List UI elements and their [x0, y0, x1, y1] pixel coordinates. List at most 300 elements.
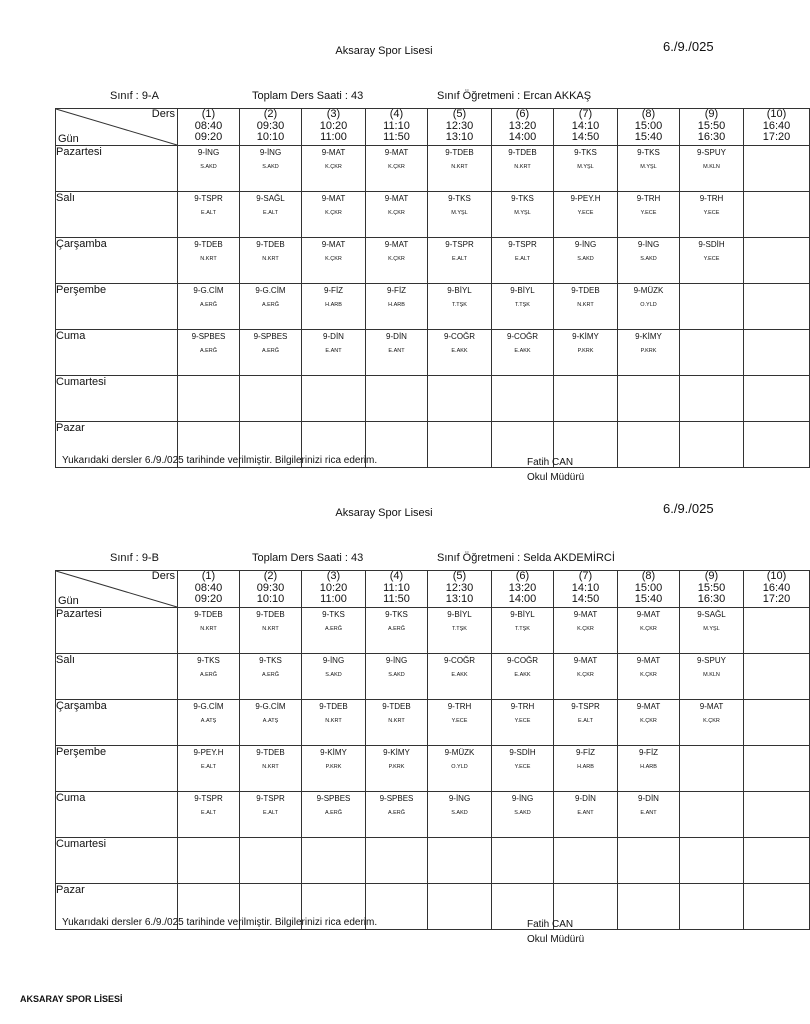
empty-cell	[744, 284, 810, 330]
lesson-teacher: H.ARB	[640, 764, 657, 770]
period-header: (9) 15:50 16:30	[680, 109, 744, 146]
timetable	[55, 108, 810, 468]
lesson-subject: 9-MAT	[636, 610, 661, 619]
lesson-cell	[178, 700, 240, 746]
lesson-subject: 9-TSPR	[445, 240, 474, 249]
lesson-subject: 9-PEY.H	[570, 194, 601, 203]
lesson-teacher: K.ÇKR	[640, 626, 657, 632]
lesson-subject: 9-KİMY	[383, 748, 410, 757]
empty-cell	[428, 422, 492, 468]
lesson-teacher: N.KRT	[200, 256, 217, 262]
lesson-teacher: H.ARB	[388, 302, 405, 308]
day-row	[56, 146, 810, 192]
lesson-subject: 9-MAT	[699, 702, 724, 711]
lesson-subject: 9-KİMY	[320, 748, 347, 757]
lesson-subject: 9-MAT	[321, 240, 346, 249]
lesson-cell	[428, 192, 492, 238]
lesson-teacher: M.KLN	[703, 164, 720, 170]
lesson-cell	[554, 654, 618, 700]
lesson-teacher: P.KRK	[577, 348, 594, 354]
empty-cell	[744, 238, 810, 284]
empty-cell	[618, 422, 680, 468]
total-hours: Toplam Ders Saati : 43	[252, 90, 364, 102]
lesson-teacher: E.ALT	[578, 718, 593, 724]
period-header: (1) 08:40 09:20	[178, 109, 240, 146]
period-header: (3) 10:20 11:00	[302, 571, 366, 608]
lesson-subject: 9-COĞR	[506, 656, 539, 665]
lesson-cell	[240, 192, 302, 238]
lesson-teacher: A.ERĞ	[199, 348, 218, 354]
lesson-teacher: A.ERĞ	[324, 810, 343, 816]
empty-cell	[492, 376, 554, 422]
lesson-teacher: E.ALT	[263, 210, 278, 216]
day-label: Pazartesi	[56, 608, 178, 654]
lesson-cell	[618, 284, 680, 330]
empty-cell	[428, 884, 492, 930]
day-label: Cumartesi	[56, 376, 178, 422]
lesson-teacher: E.AKK	[514, 348, 531, 354]
empty-cell	[366, 376, 428, 422]
lesson-subject: 9-FİZ	[575, 748, 596, 757]
empty-cell	[428, 376, 492, 422]
period-header: (4) 11:10 11:50	[366, 109, 428, 146]
lesson-subject: 9-SDİH	[698, 240, 725, 249]
lesson-teacher: K.ÇKR	[388, 256, 405, 262]
lesson-cell	[302, 146, 366, 192]
class-info: Sınıf : 9-B	[110, 552, 159, 564]
lesson-subject: 9-G.CİM	[193, 702, 224, 711]
lesson-cell	[428, 608, 492, 654]
lesson-cell	[302, 746, 366, 792]
lesson-subject: 9-MAT	[321, 194, 346, 203]
lesson-teacher: S.AKD	[577, 256, 594, 262]
empty-cell	[680, 376, 744, 422]
header-row	[56, 109, 810, 146]
lesson-subject: 9-BİYL	[510, 286, 535, 295]
lesson-teacher: M.YŞL	[640, 164, 657, 170]
lesson-teacher: N.KRT	[514, 164, 531, 170]
lesson-cell	[618, 654, 680, 700]
empty-cell	[618, 376, 680, 422]
lesson-cell	[302, 238, 366, 284]
lesson-cell	[240, 330, 302, 376]
lesson-subject: 9-DİN	[323, 332, 344, 341]
lesson-teacher: K.ÇKR	[577, 672, 594, 678]
empty-cell	[492, 838, 554, 884]
signature-block	[527, 917, 584, 947]
lesson-cell	[428, 654, 492, 700]
lesson-teacher: N.KRT	[388, 718, 405, 724]
period-header: (5) 12:30 13:10	[428, 109, 492, 146]
lesson-teacher: A.ATŞ	[262, 718, 279, 724]
lesson-subject: 9-BİYL	[447, 610, 472, 619]
lesson-teacher: E.ALT	[263, 810, 278, 816]
day-label: Çarşamba	[56, 238, 178, 284]
lesson-teacher: M.YŞL	[514, 210, 531, 216]
school-title: Aksaray Spor Lisesi	[335, 45, 433, 57]
lesson-subject: 9-TDEB	[445, 148, 474, 157]
lesson-subject: 9-TKS	[574, 148, 597, 157]
day-row	[56, 192, 810, 238]
lesson-cell	[428, 146, 492, 192]
lesson-cell	[178, 238, 240, 284]
lesson-cell	[240, 746, 302, 792]
lesson-subject: 9-FİZ	[323, 286, 344, 295]
lesson-subject: 9-MAT	[573, 610, 598, 619]
lesson-subject: 9-İNG	[322, 656, 345, 665]
lesson-cell	[554, 330, 618, 376]
lesson-teacher: K.ÇKR	[325, 210, 342, 216]
lesson-cell	[366, 146, 428, 192]
lesson-subject: 9-SPBES	[253, 332, 288, 341]
class-info: Sınıf : 9-A	[110, 90, 159, 102]
period-header: (8) 15:00 15:40	[618, 571, 680, 608]
bottom-school-label: AKSARAY SPOR LİSESİ	[20, 994, 123, 1004]
class-teacher: Sınıf Öğretmeni : Selda AKDEMİRCİ	[437, 552, 615, 564]
lesson-subject: 9-İNG	[448, 794, 471, 803]
lesson-teacher: Y.ECE	[577, 210, 594, 216]
lesson-subject: 9-İNG	[511, 794, 534, 803]
lesson-teacher: K.ÇKR	[640, 718, 657, 724]
empty-cell	[744, 792, 810, 838]
empty-cell	[554, 376, 618, 422]
lesson-teacher: Y.ECE	[451, 718, 468, 724]
period-header: (4) 11:10 11:50	[366, 571, 428, 608]
lesson-subject: 9-TDEB	[571, 286, 600, 295]
period-header: (8) 15:00 15:40	[618, 109, 680, 146]
empty-cell	[680, 838, 744, 884]
lesson-subject: 9-TKS	[385, 610, 408, 619]
day-label: Pazartesi	[56, 146, 178, 192]
period-header: (9) 15:50 16:30	[680, 571, 744, 608]
lesson-subject: 9-DİN	[386, 332, 407, 341]
lesson-subject: 9-FİZ	[386, 286, 407, 295]
lesson-subject: 9-TDEB	[508, 148, 537, 157]
principal-title: Okul Müdürü	[527, 934, 585, 945]
lesson-cell	[492, 746, 554, 792]
lesson-cell	[302, 654, 366, 700]
lesson-subject: 9-BİYL	[447, 286, 472, 295]
lesson-cell	[554, 192, 618, 238]
empty-cell	[680, 284, 744, 330]
lesson-cell	[492, 700, 554, 746]
lesson-cell	[178, 608, 240, 654]
corner-cell: Ders Gün	[56, 109, 178, 146]
lesson-teacher: S.AKD	[640, 256, 657, 262]
lesson-cell	[428, 238, 492, 284]
day-label: Salı	[56, 192, 178, 238]
lesson-subject: 9-DİN	[638, 794, 659, 803]
lesson-cell	[618, 192, 680, 238]
lesson-subject: 9-TKS	[511, 194, 534, 203]
empty-cell	[680, 792, 744, 838]
empty-cell	[744, 746, 810, 792]
day-row	[56, 700, 810, 746]
lesson-subject: 9-TDEB	[194, 240, 223, 249]
period-header: (3) 10:20 11:00	[302, 109, 366, 146]
lesson-subject: 9-COĞR	[443, 656, 476, 665]
document-date: 6./9./025	[663, 501, 714, 516]
day-label: Pazar	[56, 422, 178, 468]
lesson-subject: 9-FİZ	[638, 748, 659, 757]
lesson-subject: 9-G.CİM	[255, 702, 286, 711]
lesson-subject: 9-TKS	[197, 656, 220, 665]
lesson-cell	[554, 238, 618, 284]
school-title: Aksaray Spor Lisesi	[335, 507, 433, 519]
lesson-cell	[302, 284, 366, 330]
lesson-teacher: S.AKD	[325, 672, 342, 678]
lesson-cell	[554, 700, 618, 746]
empty-cell	[744, 330, 810, 376]
day-row	[56, 330, 810, 376]
lesson-subject: 9-İNG	[385, 656, 408, 665]
lesson-subject: 9-G.CİM	[255, 286, 286, 295]
lesson-teacher: A.ERĞ	[387, 810, 406, 816]
lesson-subject: 9-TRH	[636, 194, 661, 203]
lesson-cell	[554, 792, 618, 838]
period-header: (6) 13:20 14:00	[492, 571, 554, 608]
lesson-teacher: T.TŞK	[515, 626, 530, 632]
document-date: 6./9./025	[663, 39, 714, 54]
lesson-teacher: E.ALT	[515, 256, 530, 262]
empty-cell	[178, 838, 240, 884]
lesson-cell	[618, 146, 680, 192]
lesson-teacher: Y.ECE	[640, 210, 657, 216]
lesson-teacher: M.KLN	[703, 672, 720, 678]
lesson-subject: 9-MAT	[384, 148, 409, 157]
lesson-subject: 9-İNG	[574, 240, 597, 249]
principal-title: Okul Müdürü	[527, 472, 585, 483]
lesson-cell	[366, 238, 428, 284]
day-row	[56, 838, 810, 884]
schedule-block	[0, 39, 791, 525]
lesson-teacher: S.AKD	[200, 164, 217, 170]
lesson-cell	[178, 330, 240, 376]
lesson-subject: 9-DİN	[575, 794, 596, 803]
lesson-cell	[178, 284, 240, 330]
lesson-cell	[680, 608, 744, 654]
period-header: (2) 09:30 10:10	[240, 109, 302, 146]
lesson-subject: 9-SAĞL	[256, 194, 285, 203]
lesson-teacher: H.ARB	[325, 302, 342, 308]
lesson-teacher: E.ANT	[640, 810, 657, 816]
empty-cell	[240, 838, 302, 884]
lesson-subject: 9-TSPR	[508, 240, 537, 249]
lesson-cell	[680, 700, 744, 746]
lesson-teacher: N.KRT	[325, 718, 342, 724]
lesson-cell	[680, 192, 744, 238]
day-label: Pazar	[56, 884, 178, 930]
lesson-subject: 9-SDİH	[509, 748, 536, 757]
empty-cell	[554, 838, 618, 884]
lesson-cell	[240, 608, 302, 654]
lesson-subject: 9-TSPR	[194, 194, 223, 203]
lesson-subject: 9-TDEB	[256, 610, 285, 619]
lesson-subject: 9-BİYL	[510, 610, 535, 619]
day-row	[56, 746, 810, 792]
lesson-subject: 9-TDEB	[194, 610, 223, 619]
lesson-cell	[618, 238, 680, 284]
period-header: (7) 14:10 14:50	[554, 109, 618, 146]
lesson-cell	[240, 792, 302, 838]
empty-cell	[744, 884, 810, 930]
lesson-cell	[366, 700, 428, 746]
lesson-teacher: E.ALT	[201, 210, 216, 216]
class-teacher: Sınıf Öğretmeni : Ercan AKKAŞ	[437, 90, 592, 102]
lesson-cell	[492, 238, 554, 284]
lesson-subject: 9-TDEB	[319, 702, 348, 711]
lesson-subject: 9-SPBES	[191, 332, 226, 341]
lesson-cell	[240, 700, 302, 746]
empty-cell	[680, 330, 744, 376]
empty-cell	[744, 654, 810, 700]
empty-cell	[744, 838, 810, 884]
lesson-cell	[302, 330, 366, 376]
lesson-cell	[302, 192, 366, 238]
principal-name: Fatih CAN	[527, 919, 574, 930]
lesson-subject: 9-G.CİM	[193, 286, 224, 295]
lesson-cell	[492, 608, 554, 654]
day-row	[56, 284, 810, 330]
lesson-cell	[240, 146, 302, 192]
lesson-teacher: A.ERĞ	[199, 672, 218, 678]
lesson-teacher: K.ÇKR	[577, 626, 594, 632]
lesson-teacher: A.ERĞ	[324, 626, 343, 632]
lesson-subject: 9-MAT	[384, 240, 409, 249]
lesson-cell	[178, 192, 240, 238]
lesson-teacher: A.ERĞ	[387, 626, 406, 632]
lesson-teacher: S.AKD	[388, 672, 405, 678]
period-header: (10) 16:40 17:20	[744, 571, 810, 608]
lesson-teacher: A.ATŞ	[200, 718, 217, 724]
lesson-teacher: Y.ECE	[703, 210, 720, 216]
empty-cell	[366, 838, 428, 884]
lesson-cell	[428, 330, 492, 376]
day-row	[56, 608, 810, 654]
lesson-cell	[680, 146, 744, 192]
empty-cell	[744, 146, 810, 192]
lesson-cell	[178, 654, 240, 700]
lesson-teacher: K.ÇKR	[703, 718, 720, 724]
lesson-teacher: Y.ECE	[514, 718, 531, 724]
lesson-subject: 9-KİMY	[635, 332, 662, 341]
lesson-subject: 9-TDEB	[382, 702, 411, 711]
day-label: Cuma	[56, 330, 178, 376]
empty-cell	[302, 838, 366, 884]
empty-cell	[680, 884, 744, 930]
lesson-cell	[554, 746, 618, 792]
lesson-subject: 9-TDEB	[256, 748, 285, 757]
lesson-teacher: S.AKD	[451, 810, 468, 816]
lesson-cell	[680, 654, 744, 700]
lesson-teacher: M.YŞL	[577, 164, 594, 170]
lesson-cell	[240, 284, 302, 330]
empty-cell	[178, 376, 240, 422]
lesson-subject: 9-SAĞL	[697, 610, 726, 619]
lesson-cell	[178, 792, 240, 838]
lesson-subject: 9-PEY.H	[193, 748, 224, 757]
lesson-subject: 9-MAT	[573, 656, 598, 665]
day-label: Salı	[56, 654, 178, 700]
empty-cell	[680, 422, 744, 468]
lesson-teacher: N.KRT	[200, 626, 217, 632]
day-label: Çarşamba	[56, 700, 178, 746]
lesson-subject: 9-MAT	[384, 194, 409, 203]
lesson-teacher: K.ÇKR	[388, 210, 405, 216]
lesson-subject: 9-SPBES	[316, 794, 351, 803]
lesson-subject: 9-SPBES	[379, 794, 414, 803]
lesson-cell	[492, 654, 554, 700]
lesson-teacher: E.ALT	[452, 256, 467, 262]
lesson-cell	[178, 146, 240, 192]
principal-name: Fatih CAN	[527, 457, 574, 468]
lesson-teacher: A.ERĞ	[261, 348, 280, 354]
day-label: Perşembe	[56, 746, 178, 792]
lesson-teacher: P.KRK	[388, 764, 405, 770]
period-header: (5) 12:30 13:10	[428, 571, 492, 608]
lesson-cell	[492, 146, 554, 192]
day-row	[56, 654, 810, 700]
lesson-teacher: M.YŞL	[451, 210, 468, 216]
lesson-cell	[554, 146, 618, 192]
period-header: (2) 09:30 10:10	[240, 571, 302, 608]
lesson-teacher: K.ÇKR	[640, 672, 657, 678]
corner-cell: Ders Gün	[56, 571, 178, 608]
period-header: (7) 14:10 14:50	[554, 571, 618, 608]
period-header: (10) 16:40 17:20	[744, 109, 810, 146]
lesson-teacher: P.KRK	[640, 348, 657, 354]
lesson-cell	[492, 284, 554, 330]
lesson-teacher: P.KRK	[325, 764, 342, 770]
lesson-teacher: O.YLD	[451, 764, 468, 770]
lesson-subject: 9-TSPR	[571, 702, 600, 711]
lesson-subject: 9-TDEB	[256, 240, 285, 249]
lesson-cell	[366, 608, 428, 654]
lesson-teacher: N.KRT	[451, 164, 468, 170]
lesson-cell	[680, 238, 744, 284]
schedule-block	[0, 501, 791, 987]
timetable	[55, 570, 810, 930]
lesson-cell	[618, 700, 680, 746]
lesson-teacher: K.ÇKR	[325, 164, 342, 170]
lesson-teacher: A.ERĞ	[199, 302, 218, 308]
empty-cell	[428, 838, 492, 884]
empty-cell	[744, 422, 810, 468]
lesson-cell	[618, 792, 680, 838]
lesson-cell	[240, 238, 302, 284]
lesson-cell	[366, 746, 428, 792]
lesson-subject: 9-TRH	[447, 702, 472, 711]
empty-cell	[618, 838, 680, 884]
lesson-teacher: S.AKD	[514, 810, 531, 816]
empty-cell	[744, 376, 810, 422]
empty-cell	[680, 746, 744, 792]
lesson-teacher: S.AKD	[262, 164, 279, 170]
lesson-subject: 9-TKS	[448, 194, 471, 203]
lesson-teacher: H.ARB	[577, 764, 594, 770]
lesson-teacher: Y.ECE	[514, 764, 531, 770]
lesson-teacher: Y.ECE	[703, 256, 720, 262]
period-header: (1) 08:40 09:20	[178, 571, 240, 608]
lesson-subject: 9-TRH	[699, 194, 724, 203]
lesson-cell	[492, 792, 554, 838]
lesson-subject: 9-MAT	[636, 656, 661, 665]
day-row	[56, 238, 810, 284]
lesson-cell	[428, 792, 492, 838]
lesson-teacher: E.ANT	[388, 348, 405, 354]
lesson-cell	[240, 654, 302, 700]
lesson-subject: 9-KİMY	[572, 332, 599, 341]
